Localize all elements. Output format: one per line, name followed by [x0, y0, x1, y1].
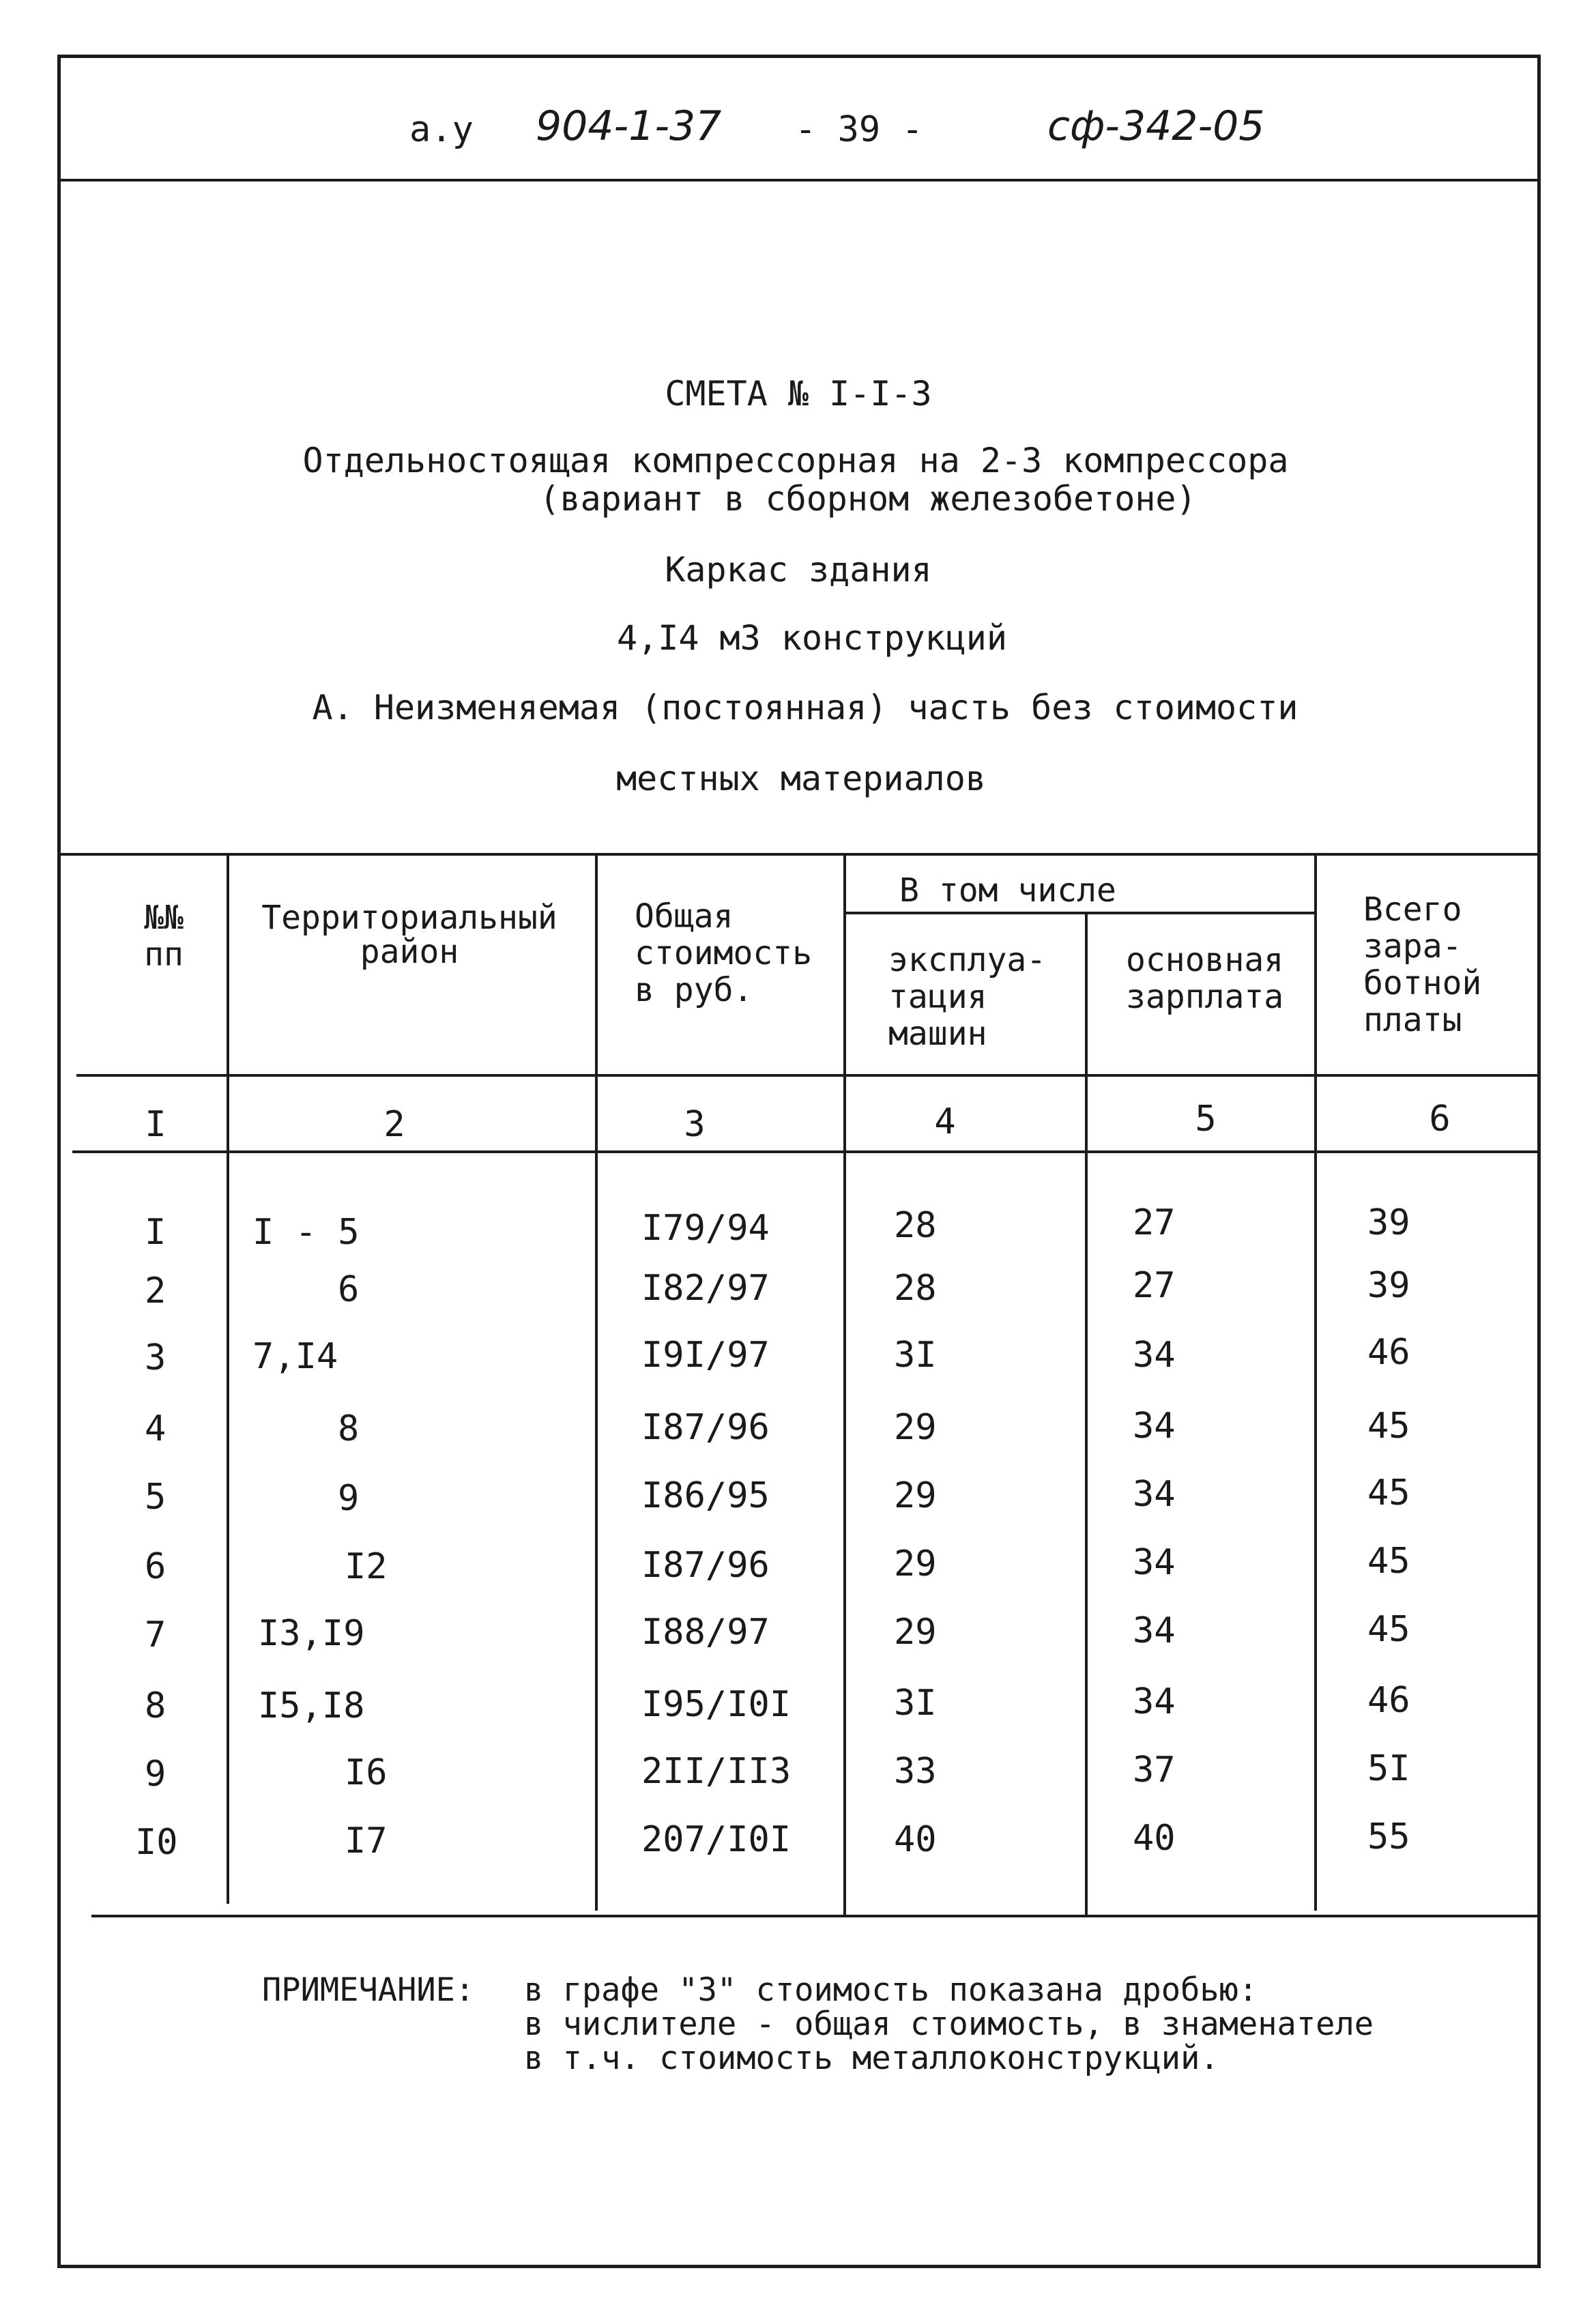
object-title-line1: Отдельностоящая компрессорная на 2-3 компрессора [302, 441, 1289, 480]
row-4-salary: 34 [1133, 1406, 1176, 1447]
header-num-line1: №№ [144, 899, 184, 937]
header-sheet: сф-342-05 [1047, 102, 1265, 150]
row-10-machines: 40 [894, 1819, 937, 1860]
header-all-salary-line3: ботной [1363, 964, 1482, 1002]
row-7-machines: 29 [894, 1612, 937, 1653]
row-8-num: 8 [145, 1685, 166, 1726]
column-number-5: 5 [1195, 1099, 1217, 1140]
row-6-total: I87/96 [641, 1545, 770, 1586]
row-10-num: I0 [135, 1822, 178, 1863]
row-3-region: 7,I4 [252, 1336, 338, 1377]
header-all-salary-line2: зара- [1363, 927, 1462, 966]
row-9-num: 9 [145, 1754, 166, 1795]
column-number-4: 4 [934, 1101, 956, 1142]
header-salary-line2: зарплата [1126, 978, 1284, 1016]
row-5-total: I86/95 [641, 1475, 770, 1516]
row-9-total: 2II/II3 [641, 1751, 792, 1792]
header-total-line2: стоимость [635, 934, 813, 972]
row-9-machines: 33 [894, 1751, 937, 1792]
row-3-salary: 34 [1133, 1335, 1176, 1376]
column-numbers-rule [72, 1150, 1541, 1153]
header-salary-line1: основная [1126, 941, 1284, 979]
row-3-total: I9I/97 [641, 1335, 770, 1376]
header-num-line2: пп [144, 936, 184, 974]
row-6-num: 6 [145, 1546, 166, 1587]
row-3-num: 3 [145, 1337, 166, 1378]
row-1-num: I [145, 1212, 166, 1253]
row-6-salary: 34 [1133, 1542, 1176, 1583]
header-all-salary-line4: платы [1363, 1001, 1462, 1039]
row-7-total: I88/97 [641, 1612, 770, 1653]
row-1-all-salary: 39 [1367, 1202, 1410, 1243]
row-1-total: I79/94 [641, 1208, 770, 1249]
col-divider-2 [595, 853, 598, 1911]
header-machines-line1: эксплуа- [888, 941, 1047, 979]
header-total-line1: Общая [635, 897, 734, 936]
row-5-all-salary: 45 [1367, 1473, 1410, 1513]
header-code: 904-1-37 [536, 102, 722, 150]
row-2-num: 2 [145, 1271, 166, 1311]
row-6-machines: 29 [894, 1543, 937, 1584]
row-3-all-salary: 46 [1367, 1332, 1410, 1373]
row-5-num: 5 [145, 1477, 166, 1518]
row-5-machines: 29 [894, 1475, 937, 1516]
row-7-all-salary: 45 [1367, 1609, 1410, 1650]
subheader-rule [843, 912, 1316, 914]
row-9-salary: 37 [1133, 1750, 1176, 1791]
part-title: Каркас здания [665, 550, 932, 590]
row-10-total: 207/I0I [641, 1819, 792, 1860]
row-7-region: I3,I9 [258, 1613, 365, 1654]
table-bottom-rule [91, 1915, 1541, 1917]
column-number-1: I [145, 1104, 166, 1145]
header-divider [57, 179, 1541, 182]
header-prefix: а.у [409, 109, 474, 150]
row-5-salary: 34 [1133, 1474, 1176, 1515]
row-8-all-salary: 46 [1367, 1680, 1410, 1721]
row-2-all-salary: 39 [1367, 1265, 1410, 1306]
row-10-salary: 40 [1133, 1818, 1176, 1859]
object-title-line2: (вариант в сборном железобетоне) [539, 479, 1197, 519]
column-number-2: 2 [383, 1104, 405, 1145]
row-2-machines: 28 [894, 1268, 937, 1309]
col-divider-4 [1085, 912, 1088, 1917]
row-2-region: 6 [338, 1269, 360, 1310]
header-machines-line2: тация [888, 978, 987, 1016]
table-top-rule [60, 853, 1541, 856]
header-including: В том числе [899, 871, 1116, 910]
row-4-machines: 29 [894, 1407, 937, 1448]
col-divider-5 [1314, 853, 1317, 1911]
row-6-region: I2 [345, 1546, 388, 1587]
header-all-salary-line1: Всего [1363, 890, 1462, 929]
estimate-number: СМЕТА № I-I-3 [665, 374, 932, 414]
column-number-6: 6 [1429, 1099, 1451, 1140]
header-total-line3: в руб. [635, 971, 753, 1009]
row-10-region: I7 [345, 1821, 388, 1861]
section-title-line1: А. Неизменяемая (постоянная) часть без стоимости [312, 688, 1298, 727]
row-1-region: I - 5 [252, 1212, 360, 1253]
row-9-all-salary: 5I [1367, 1748, 1410, 1789]
row-1-machines: 28 [894, 1205, 937, 1246]
row-4-total: I87/96 [641, 1407, 770, 1448]
note-line1: в графе "3" стоимость показана дробью: [524, 1971, 1258, 2009]
volume-title: 4,I4 м3 конструкций [617, 618, 1007, 658]
row-2-salary: 27 [1133, 1265, 1176, 1306]
row-10-all-salary: 55 [1367, 1816, 1410, 1857]
row-1-salary: 27 [1133, 1202, 1176, 1243]
row-7-num: 7 [145, 1614, 166, 1655]
row-4-region: 8 [338, 1408, 360, 1449]
row-8-machines: 3I [894, 1683, 937, 1724]
row-6-all-salary: 45 [1367, 1541, 1410, 1582]
header-region-line2: район [360, 933, 459, 971]
header-page: - 39 - [795, 109, 923, 150]
note-line2: в числителе - общая стоимость, в знаменателе [524, 2005, 1374, 2043]
row-2-total: I82/97 [641, 1268, 770, 1309]
note-label: ПРИМЕЧАНИЕ: [262, 1971, 475, 2009]
header-machines-line3: машин [888, 1015, 987, 1053]
col-divider-1 [227, 853, 229, 1904]
row-8-total: I95/I0I [641, 1684, 792, 1725]
row-4-all-salary: 45 [1367, 1406, 1410, 1447]
section-title-line2: местных материалов [616, 759, 986, 798]
row-9-region: I6 [345, 1752, 388, 1793]
row-5-region: 9 [338, 1478, 360, 1519]
col-divider-3 [843, 853, 846, 1917]
note-line3: в т.ч. стоимость металлоконструкций. [524, 2040, 1219, 2077]
row-7-salary: 34 [1133, 1610, 1176, 1651]
row-8-region: I5,I8 [258, 1685, 365, 1726]
row-4-num: 4 [145, 1408, 166, 1449]
header-region-line1: Территориальный [261, 899, 557, 937]
row-3-machines: 3I [894, 1335, 937, 1376]
column-number-3: 3 [684, 1104, 706, 1145]
row-8-salary: 34 [1133, 1681, 1176, 1722]
header-bottom-rule [76, 1074, 1541, 1077]
